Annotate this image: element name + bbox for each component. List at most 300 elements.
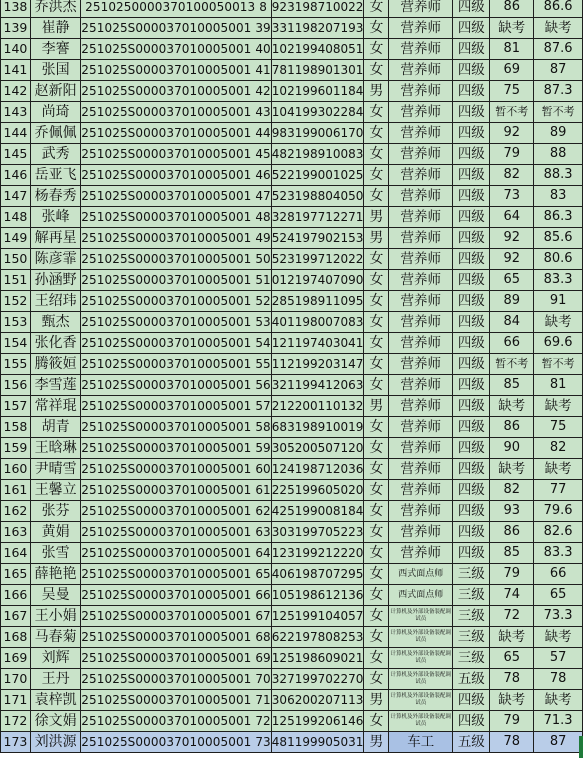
table-row[interactable] xyxy=(1,249,583,270)
gender-cell[interactable]: 女 xyxy=(364,165,389,186)
exam-number-cell[interactable]: 251025S000037010005001 39 xyxy=(81,18,272,39)
exam-number-cell[interactable]: 251025S000037010005001 54 xyxy=(81,333,272,354)
occupation-cell[interactable]: 营养师 xyxy=(389,0,453,18)
gender-cell[interactable]: 女 xyxy=(364,144,389,165)
gender-cell[interactable]: 女 xyxy=(364,186,389,207)
level-cell[interactable]: 三级 xyxy=(453,648,490,669)
row-number-cell[interactable]: 155 xyxy=(1,354,31,375)
exam-number-cell[interactable]: 251025S000037010005001 64 xyxy=(81,543,272,564)
occupation-cell[interactable]: 营养师 xyxy=(389,480,453,501)
table-row[interactable] xyxy=(1,270,583,291)
occupation-cell[interactable]: 营养师 xyxy=(389,459,453,480)
id-number-cell[interactable]: 923198710022 xyxy=(271,0,364,18)
id-number-cell[interactable]: 622197808253 xyxy=(271,627,364,648)
theory-score-cell[interactable]: 86 xyxy=(490,0,534,18)
id-number-cell[interactable]: 524197902153 xyxy=(271,228,364,249)
table-row[interactable] xyxy=(1,18,583,39)
level-cell[interactable]: 四级 xyxy=(453,18,490,39)
skill-score-cell[interactable]: 83.3 xyxy=(534,270,583,291)
exam-number-cell[interactable]: 251025S000037010005001 46 xyxy=(81,165,272,186)
exam-number-cell[interactable]: 251025S000037010005001 44 xyxy=(81,123,272,144)
skill-score-cell[interactable]: 87.3 xyxy=(534,81,583,102)
id-number-cell[interactable]: 406198707295 xyxy=(271,564,364,585)
skill-score-cell[interactable]: 79.6 xyxy=(534,501,583,522)
occupation-cell[interactable]: 营养师 xyxy=(389,144,453,165)
name-cell[interactable]: 李雪莲 xyxy=(30,375,80,396)
gender-cell[interactable]: 女 xyxy=(364,711,389,732)
row-number-cell[interactable]: 140 xyxy=(1,39,31,60)
name-cell[interactable]: 王馨立 xyxy=(30,480,80,501)
id-number-cell[interactable]: 983199006170 xyxy=(271,123,364,144)
level-cell[interactable]: 四级 xyxy=(453,711,490,732)
name-cell[interactable]: 崔静 xyxy=(30,18,80,39)
exam-number-cell[interactable]: 251025S000037010005001 73 xyxy=(81,732,272,753)
name-cell[interactable]: 刘洪源 xyxy=(30,732,80,753)
id-number-cell[interactable]: 481199905031 xyxy=(271,732,364,753)
exam-number-cell[interactable]: 251025S000037010005001 60 xyxy=(81,459,272,480)
theory-score-cell[interactable]: 66 xyxy=(490,333,534,354)
occupation-cell[interactable]: 营养师 xyxy=(389,312,453,333)
theory-score-cell[interactable]: 暂不考 xyxy=(490,102,534,123)
name-cell[interactable]: 乔佩佩 xyxy=(30,123,80,144)
row-number-cell[interactable]: 138 xyxy=(1,0,31,18)
level-cell[interactable]: 四级 xyxy=(453,0,490,18)
skill-score-cell[interactable]: 88 xyxy=(534,144,583,165)
name-cell[interactable]: 张峰 xyxy=(30,207,80,228)
occupation-cell[interactable]: 营养师 xyxy=(389,396,453,417)
theory-score-cell[interactable]: 85 xyxy=(490,543,534,564)
row-number-cell[interactable]: 139 xyxy=(1,18,31,39)
table-row[interactable] xyxy=(1,354,583,375)
id-number-cell[interactable]: 012197407090 xyxy=(271,270,364,291)
row-number-cell[interactable]: 163 xyxy=(1,522,31,543)
skill-score-cell[interactable]: 83 xyxy=(534,186,583,207)
table-row[interactable] xyxy=(1,459,583,480)
exam-number-cell[interactable]: 251025S000037010005001 40 xyxy=(81,39,272,60)
row-number-cell[interactable]: 167 xyxy=(1,606,31,627)
theory-score-cell[interactable]: 92 xyxy=(490,123,534,144)
gender-cell[interactable]: 女 xyxy=(364,102,389,123)
level-cell[interactable]: 四级 xyxy=(453,690,490,711)
occupation-cell[interactable]: 营养师 xyxy=(389,270,453,291)
level-cell[interactable]: 四级 xyxy=(453,480,490,501)
skill-score-cell[interactable]: 87 xyxy=(534,60,583,81)
theory-score-cell[interactable]: 73 xyxy=(490,186,534,207)
gender-cell[interactable]: 女 xyxy=(364,606,389,627)
theory-score-cell[interactable]: 84 xyxy=(490,312,534,333)
theory-score-cell[interactable]: 暂不考 xyxy=(490,354,534,375)
name-cell[interactable]: 常祥琨 xyxy=(30,396,80,417)
skill-score-cell[interactable]: 66 xyxy=(534,564,583,585)
id-number-cell[interactable]: 321199412063 xyxy=(271,375,364,396)
theory-score-cell[interactable]: 79 xyxy=(490,564,534,585)
level-cell[interactable]: 四级 xyxy=(453,396,490,417)
id-number-cell[interactable]: 121197403041 xyxy=(271,333,364,354)
row-number-cell[interactable]: 145 xyxy=(1,144,31,165)
name-cell[interactable]: 岳亚飞 xyxy=(30,165,80,186)
id-number-cell[interactable]: 482198910083 xyxy=(271,144,364,165)
gender-cell[interactable]: 女 xyxy=(364,123,389,144)
theory-score-cell[interactable]: 86 xyxy=(490,417,534,438)
exam-number-cell[interactable]: 251025S000037010005001 56 xyxy=(81,375,272,396)
table-row[interactable] xyxy=(1,438,583,459)
gender-cell[interactable]: 女 xyxy=(364,627,389,648)
id-number-cell[interactable]: 125198609021 xyxy=(271,648,364,669)
gender-cell[interactable]: 女 xyxy=(364,18,389,39)
name-cell[interactable]: 陈彦霏 xyxy=(30,249,80,270)
name-cell[interactable]: 尹晴雪 xyxy=(30,459,80,480)
skill-score-cell[interactable]: 86.6 xyxy=(534,0,583,18)
row-number-cell[interactable]: 172 xyxy=(1,711,31,732)
row-number-cell[interactable]: 169 xyxy=(1,648,31,669)
gender-cell[interactable]: 女 xyxy=(364,39,389,60)
skill-score-cell[interactable]: 暂不考 xyxy=(534,102,583,123)
skill-score-cell[interactable]: 73.3 xyxy=(534,606,583,627)
exam-number-cell[interactable]: 251025S000037010005001 63 xyxy=(81,522,272,543)
occupation-cell[interactable]: 营养师 xyxy=(389,522,453,543)
table-row[interactable] xyxy=(1,375,583,396)
exam-number-cell[interactable]: 251025S000037010005001 72 xyxy=(81,711,272,732)
level-cell[interactable]: 四级 xyxy=(453,375,490,396)
name-cell[interactable]: 腾筱姮 xyxy=(30,354,80,375)
id-number-cell[interactable]: 102199408051 xyxy=(271,39,364,60)
occupation-cell[interactable]: 计算机及外部设备装配调试员 xyxy=(389,606,453,627)
theory-score-cell[interactable]: 81 xyxy=(490,39,534,60)
row-number-cell[interactable]: 173 xyxy=(1,732,31,753)
table-row[interactable] xyxy=(1,480,583,501)
level-cell[interactable]: 三级 xyxy=(453,627,490,648)
table-row[interactable] xyxy=(1,396,583,417)
theory-score-cell[interactable]: 79 xyxy=(490,711,534,732)
occupation-cell[interactable]: 营养师 xyxy=(389,249,453,270)
occupation-cell[interactable]: 计算机及外部设备装配调试员 xyxy=(389,648,453,669)
row-number-cell[interactable]: 168 xyxy=(1,627,31,648)
skill-score-cell[interactable]: 71.3 xyxy=(534,711,583,732)
id-number-cell[interactable]: 401198007083 xyxy=(271,312,364,333)
exam-number-cell[interactable]: 251025S000037010005001 47 xyxy=(81,186,272,207)
name-cell[interactable]: 张化香 xyxy=(30,333,80,354)
theory-score-cell[interactable]: 79 xyxy=(490,144,534,165)
gender-cell[interactable]: 女 xyxy=(364,291,389,312)
row-number-cell[interactable]: 160 xyxy=(1,459,31,480)
exam-number-cell[interactable]: 251025S000037010005001 71 xyxy=(81,690,272,711)
level-cell[interactable]: 四级 xyxy=(453,333,490,354)
occupation-cell[interactable]: 营养师 xyxy=(389,438,453,459)
name-cell[interactable]: 吴曼 xyxy=(30,585,80,606)
occupation-cell[interactable]: 营养师 xyxy=(389,81,453,102)
occupation-cell[interactable]: 计算机及外部设备装配调试员 xyxy=(389,711,453,732)
table-row[interactable] xyxy=(1,606,583,627)
theory-score-cell[interactable]: 65 xyxy=(490,648,534,669)
occupation-cell[interactable]: 营养师 xyxy=(389,291,453,312)
name-cell[interactable]: 尚琦 xyxy=(30,102,80,123)
table-row[interactable] xyxy=(1,186,583,207)
skill-score-cell[interactable]: 85.6 xyxy=(534,228,583,249)
skill-score-cell[interactable]: 87 xyxy=(534,732,583,753)
table-row[interactable] xyxy=(1,627,583,648)
occupation-cell[interactable]: 营养师 xyxy=(389,102,453,123)
row-number-cell[interactable]: 164 xyxy=(1,543,31,564)
table-row[interactable] xyxy=(1,81,583,102)
gender-cell[interactable]: 女 xyxy=(364,60,389,81)
theory-score-cell[interactable]: 75 xyxy=(490,81,534,102)
id-number-cell[interactable]: 102199601184 xyxy=(271,81,364,102)
exam-number-cell[interactable]: 251025S000037010005001 41 xyxy=(81,60,272,81)
table-row[interactable] xyxy=(1,564,583,585)
occupation-cell[interactable]: 计算机及外部设备装配调试员 xyxy=(389,669,453,690)
table-row[interactable] xyxy=(1,669,583,690)
name-cell[interactable]: 王绍玮 xyxy=(30,291,80,312)
occupation-cell[interactable]: 营养师 xyxy=(389,501,453,522)
row-number-cell[interactable]: 159 xyxy=(1,438,31,459)
level-cell[interactable]: 四级 xyxy=(453,459,490,480)
occupation-cell[interactable]: 计算机及外部设备装配调试员 xyxy=(389,627,453,648)
occupation-cell[interactable]: 营养师 xyxy=(389,60,453,81)
occupation-cell[interactable]: 营养师 xyxy=(389,417,453,438)
name-cell[interactable]: 解再星 xyxy=(30,228,80,249)
name-cell[interactable]: 薛艳艳 xyxy=(30,564,80,585)
table-row[interactable] xyxy=(1,123,583,144)
table-row[interactable] xyxy=(1,711,583,732)
theory-score-cell[interactable]: 64 xyxy=(490,207,534,228)
exam-number-cell[interactable]: 251025S000037010005001 53 xyxy=(81,312,272,333)
skill-score-cell[interactable]: 缺考 xyxy=(534,18,583,39)
gender-cell[interactable]: 女 xyxy=(364,501,389,522)
skill-score-cell[interactable]: 80.6 xyxy=(534,249,583,270)
level-cell[interactable]: 四级 xyxy=(453,207,490,228)
level-cell[interactable]: 四级 xyxy=(453,312,490,333)
table-row[interactable] xyxy=(1,312,583,333)
row-number-cell[interactable]: 162 xyxy=(1,501,31,522)
table-row[interactable] xyxy=(1,501,583,522)
gender-cell[interactable]: 男 xyxy=(364,228,389,249)
level-cell[interactable]: 四级 xyxy=(453,291,490,312)
table-row[interactable] xyxy=(1,543,583,564)
theory-score-cell[interactable]: 82 xyxy=(490,480,534,501)
row-number-cell[interactable]: 150 xyxy=(1,249,31,270)
gender-cell[interactable]: 男 xyxy=(364,732,389,753)
occupation-cell[interactable]: 营养师 xyxy=(389,165,453,186)
table-row[interactable] xyxy=(1,522,583,543)
name-cell[interactable]: 武秀 xyxy=(30,144,80,165)
theory-score-cell[interactable]: 78 xyxy=(490,732,534,753)
level-cell[interactable]: 三级 xyxy=(453,606,490,627)
table-row[interactable] xyxy=(1,291,583,312)
level-cell[interactable]: 四级 xyxy=(453,354,490,375)
skill-score-cell[interactable]: 缺考 xyxy=(534,690,583,711)
table-row[interactable] xyxy=(1,0,583,18)
theory-score-cell[interactable]: 85 xyxy=(490,375,534,396)
exam-number-cell[interactable]: 251025S000037010005001 58 xyxy=(81,417,272,438)
occupation-cell[interactable]: 营养师 xyxy=(389,39,453,60)
skill-score-cell[interactable]: 82 xyxy=(534,438,583,459)
table-row[interactable] xyxy=(1,144,583,165)
occupation-cell[interactable]: 营养师 xyxy=(389,354,453,375)
id-number-cell[interactable]: 105198612136 xyxy=(271,585,364,606)
theory-score-cell[interactable]: 缺考 xyxy=(490,459,534,480)
id-number-cell[interactable]: 523199712022 xyxy=(271,249,364,270)
exam-number-cell[interactable]: 251025S000037010005001 43 xyxy=(81,102,272,123)
table-row[interactable] xyxy=(1,732,583,753)
occupation-cell[interactable]: 计算机及外部设备装配调试员 xyxy=(389,690,453,711)
level-cell[interactable]: 四级 xyxy=(453,81,490,102)
level-cell[interactable]: 四级 xyxy=(453,102,490,123)
gender-cell[interactable]: 女 xyxy=(364,354,389,375)
level-cell[interactable]: 四级 xyxy=(453,249,490,270)
skill-score-cell[interactable]: 83.3 xyxy=(534,543,583,564)
gender-cell[interactable]: 女 xyxy=(364,669,389,690)
level-cell[interactable]: 四级 xyxy=(453,270,490,291)
row-number-cell[interactable]: 151 xyxy=(1,270,31,291)
name-cell[interactable]: 王丹 xyxy=(30,669,80,690)
gender-cell[interactable]: 男 xyxy=(364,690,389,711)
table-row[interactable] xyxy=(1,60,583,81)
exam-number-cell[interactable]: 251025S000037010005001 45 xyxy=(81,144,272,165)
row-number-cell[interactable]: 171 xyxy=(1,690,31,711)
exam-number-cell[interactable]: 251025S000037010005001 50 xyxy=(81,249,272,270)
exam-number-cell[interactable]: 251025S000037010005001 62 xyxy=(81,501,272,522)
name-cell[interactable]: 徐文娟 xyxy=(30,711,80,732)
id-number-cell[interactable]: 306200207113 xyxy=(271,690,364,711)
table-row[interactable] xyxy=(1,690,583,711)
theory-score-cell[interactable]: 92 xyxy=(490,249,534,270)
row-number-cell[interactable]: 141 xyxy=(1,60,31,81)
occupation-cell[interactable]: 营养师 xyxy=(389,18,453,39)
id-number-cell[interactable]: 683198910019 xyxy=(271,417,364,438)
skill-score-cell[interactable]: 缺考 xyxy=(534,459,583,480)
name-cell[interactable]: 孙涵野 xyxy=(30,270,80,291)
name-cell[interactable]: 袁梓凯 xyxy=(30,690,80,711)
name-cell[interactable]: 乔洪杰 xyxy=(30,0,80,18)
theory-score-cell[interactable]: 82 xyxy=(490,165,534,186)
name-cell[interactable]: 黄娟 xyxy=(30,522,80,543)
id-number-cell[interactable]: 112199203147 xyxy=(271,354,364,375)
exam-number-cell[interactable]: 251025S000037010005001 66 xyxy=(81,585,272,606)
level-cell[interactable]: 四级 xyxy=(453,522,490,543)
name-cell[interactable]: 杨春秀 xyxy=(30,186,80,207)
skill-score-cell[interactable]: 暂不考 xyxy=(534,354,583,375)
id-number-cell[interactable]: 425199008184 xyxy=(271,501,364,522)
theory-score-cell[interactable]: 缺考 xyxy=(490,690,534,711)
gender-cell[interactable]: 男 xyxy=(364,396,389,417)
occupation-cell[interactable]: 营养师 xyxy=(389,543,453,564)
gender-cell[interactable]: 女 xyxy=(364,480,389,501)
id-number-cell[interactable]: 331198207193 xyxy=(271,18,364,39)
theory-score-cell[interactable]: 89 xyxy=(490,291,534,312)
id-number-cell[interactable]: 212200110132 xyxy=(271,396,364,417)
theory-score-cell[interactable]: 缺考 xyxy=(490,18,534,39)
skill-score-cell[interactable]: 缺考 xyxy=(534,312,583,333)
row-number-cell[interactable]: 149 xyxy=(1,228,31,249)
skill-score-cell[interactable]: 86.3 xyxy=(534,207,583,228)
table-row[interactable] xyxy=(1,417,583,438)
id-number-cell[interactable]: 328197712271 xyxy=(271,207,364,228)
gender-cell[interactable]: 女 xyxy=(364,438,389,459)
id-number-cell[interactable]: 123199212220 xyxy=(271,543,364,564)
table-row[interactable] xyxy=(1,585,583,606)
gender-cell[interactable]: 女 xyxy=(364,270,389,291)
occupation-cell[interactable]: 营养师 xyxy=(389,333,453,354)
gender-cell[interactable]: 女 xyxy=(364,522,389,543)
row-number-cell[interactable]: 148 xyxy=(1,207,31,228)
skill-score-cell[interactable]: 57 xyxy=(534,648,583,669)
level-cell[interactable]: 四级 xyxy=(453,144,490,165)
skill-score-cell[interactable]: 87.6 xyxy=(534,39,583,60)
gender-cell[interactable]: 女 xyxy=(364,375,389,396)
gender-cell[interactable]: 女 xyxy=(364,648,389,669)
level-cell[interactable]: 四级 xyxy=(453,228,490,249)
level-cell[interactable]: 四级 xyxy=(453,123,490,144)
exam-number-cell[interactable]: 251025S000037010005001 65 xyxy=(81,564,272,585)
gender-cell[interactable]: 女 xyxy=(364,0,389,18)
theory-score-cell[interactable]: 78 xyxy=(490,669,534,690)
name-cell[interactable]: 赵新阳 xyxy=(30,81,80,102)
level-cell[interactable]: 五级 xyxy=(453,732,490,753)
row-number-cell[interactable]: 152 xyxy=(1,291,31,312)
table-row[interactable] xyxy=(1,165,583,186)
table-row[interactable] xyxy=(1,102,583,123)
row-number-cell[interactable]: 154 xyxy=(1,333,31,354)
occupation-cell[interactable]: 营养师 xyxy=(389,228,453,249)
name-cell[interactable]: 马春菊 xyxy=(30,627,80,648)
row-number-cell[interactable]: 157 xyxy=(1,396,31,417)
gender-cell[interactable]: 男 xyxy=(364,81,389,102)
row-number-cell[interactable]: 143 xyxy=(1,102,31,123)
occupation-cell[interactable]: 西式面点师 xyxy=(389,585,453,606)
id-number-cell[interactable]: 104199302284 xyxy=(271,102,364,123)
exam-number-cell[interactable]: 251025S000037010005001 59 xyxy=(81,438,272,459)
exam-number-cell[interactable]: 251025S000037010005001 68 xyxy=(81,627,272,648)
id-number-cell[interactable]: 225199605020 xyxy=(271,480,364,501)
gender-cell[interactable]: 女 xyxy=(364,312,389,333)
theory-score-cell[interactable]: 69 xyxy=(490,60,534,81)
level-cell[interactable]: 四级 xyxy=(453,438,490,459)
id-number-cell[interactable]: 305200507120 xyxy=(271,438,364,459)
level-cell[interactable]: 四级 xyxy=(453,501,490,522)
row-number-cell[interactable]: 147 xyxy=(1,186,31,207)
exam-number-cell[interactable]: 251025S000037010005001 67 xyxy=(81,606,272,627)
level-cell[interactable]: 四级 xyxy=(453,417,490,438)
level-cell[interactable]: 四级 xyxy=(453,39,490,60)
skill-score-cell[interactable]: 78 xyxy=(534,669,583,690)
occupation-cell[interactable]: 西式面点师 xyxy=(389,564,453,585)
table-row[interactable] xyxy=(1,228,583,249)
level-cell[interactable]: 三级 xyxy=(453,564,490,585)
row-number-cell[interactable]: 165 xyxy=(1,564,31,585)
exam-number-cell[interactable]: 251025S000037010005001 61 xyxy=(81,480,272,501)
skill-score-cell[interactable]: 89 xyxy=(534,123,583,144)
level-cell[interactable]: 三级 xyxy=(453,585,490,606)
name-cell[interactable]: 张雪 xyxy=(30,543,80,564)
name-cell[interactable]: 张国 xyxy=(30,60,80,81)
skill-score-cell[interactable]: 69.6 xyxy=(534,333,583,354)
table-row[interactable] xyxy=(1,39,583,60)
exam-number-cell[interactable]: 251025S000037010005001 49 xyxy=(81,228,272,249)
name-cell[interactable]: 王小娟 xyxy=(30,606,80,627)
theory-score-cell[interactable]: 74 xyxy=(490,585,534,606)
occupation-cell[interactable]: 营养师 xyxy=(389,186,453,207)
id-number-cell[interactable]: 522199001025 xyxy=(271,165,364,186)
table-row[interactable] xyxy=(1,648,583,669)
row-number-cell[interactable]: 144 xyxy=(1,123,31,144)
row-number-cell[interactable]: 170 xyxy=(1,669,31,690)
row-number-cell[interactable]: 156 xyxy=(1,375,31,396)
theory-score-cell[interactable]: 72 xyxy=(490,606,534,627)
exam-number-cell[interactable]: 251025S000037010005001 42 xyxy=(81,81,272,102)
id-number-cell[interactable]: 285198911095 xyxy=(271,291,364,312)
skill-score-cell[interactable]: 缺考 xyxy=(534,396,583,417)
occupation-cell[interactable]: 营养师 xyxy=(389,207,453,228)
